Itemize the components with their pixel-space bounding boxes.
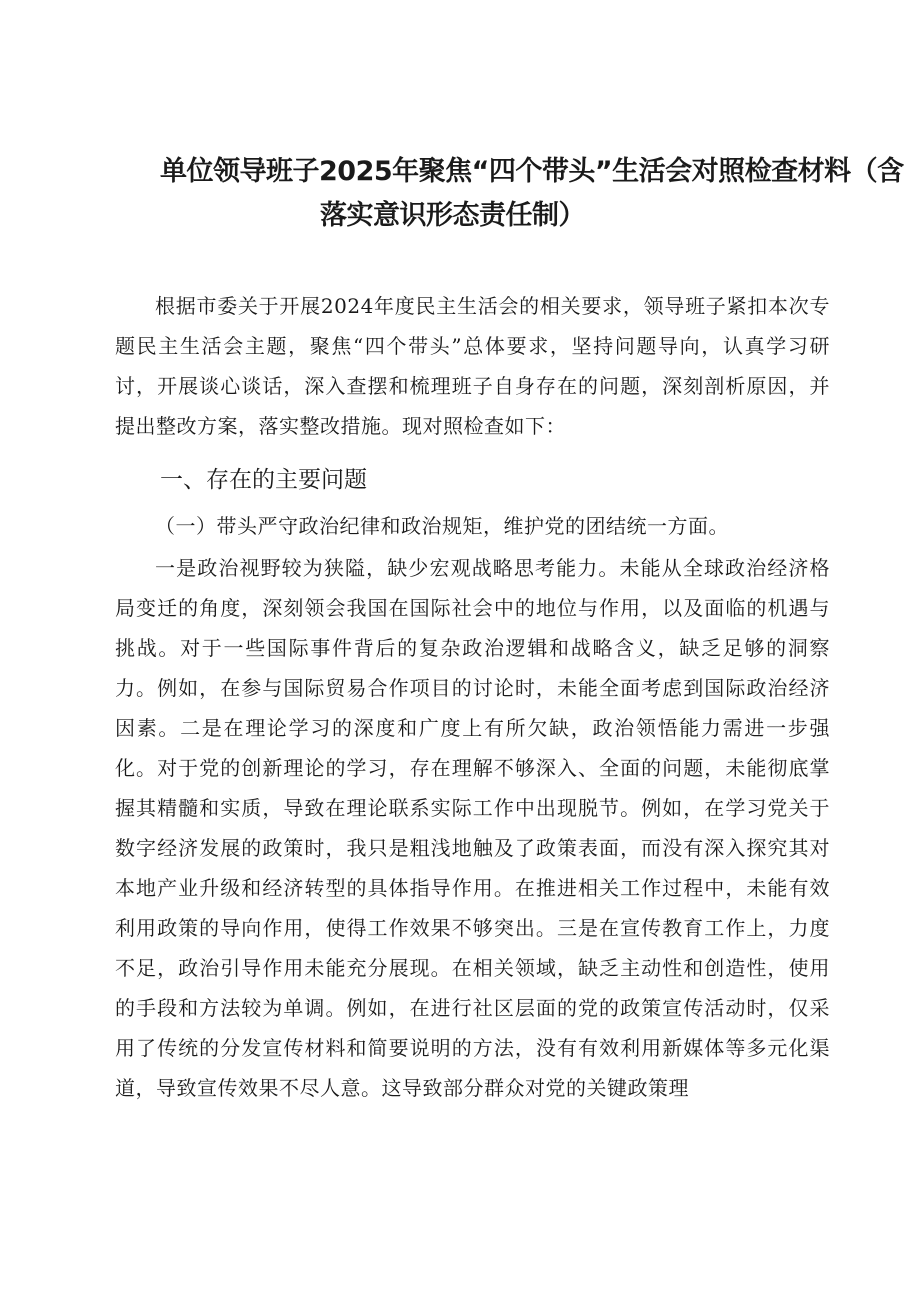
body-paragraph-political-vision: 一是政治视野较为狭隘，缺少宏观战略思考能力。未能从全球政治经济格局变迁的角度，深刻领会我国在国际社会中的地位与作用，以及面临的机遇与挑战。对于一些国际事件背后的复杂政治逻辑和战略含义，缺乏足够的洞察力。例如，在参与国际贸易合作项目的讨论时，未能全面考虑到国际政治经济因素。二是在理论学习的深度和广度上有所欠缺，政治领悟能力需进一步强化。对于党的创新理论的学习，存在理解不够深入、全面的问题，未能彻底掌握其精髓和实质，导致在理论联系实际工作中出现脱节。例如，在学习党关于数字经济发展的政策时，我只是粗浅地触及了政策表面，而没有深入探究其对本地产业升级和经济转型的具体指导作用。在推进相关工作过程中，未能有效利用政策的导向作用，使得工作效果不够突出。三是在宣传教育工作上，力度不足，政治引导作用未能充分展现。在相关领域，缺乏主动性和创造性，使用的手段和方法较为单调。例如，在进行社区层面的党的政策宣传活动时，仅采用了传统的分发宣传材料和简要说明的方法，没有有效利用新媒体等多元化渠道，导致宣传效果不尽人意。这导致部分群众对党的关键政策理 xyxy=(115,556,830,1100)
document-title-line-2: 落实意识形态责任制） xyxy=(320,200,585,231)
intro-paragraph: 根据市委关于开展2024年度民主生活会的相关要求，领导班子紧扣本次专题民主生活会主题，聚焦“四个带头”总体要求，坚持问题导向，认真学习研讨，开展谈心谈话，深入查摆和梳理班子自身存在的问题，深刻剖析原因，并提出整改方案，落实整改措施。现对照检查如下： xyxy=(115,294,830,438)
document-title-line-1: 单位领导班子2025年聚焦“四个带头”生活会对照检查材料（含 xyxy=(160,156,904,187)
document-title xyxy=(160,150,904,238)
section-heading-main-problems: 一、存在的主要问题 xyxy=(160,467,367,493)
subsection-heading-political-discipline: （一）带头严守政治纪律和政治规矩，维护党的团结统一方面。 xyxy=(155,514,729,538)
